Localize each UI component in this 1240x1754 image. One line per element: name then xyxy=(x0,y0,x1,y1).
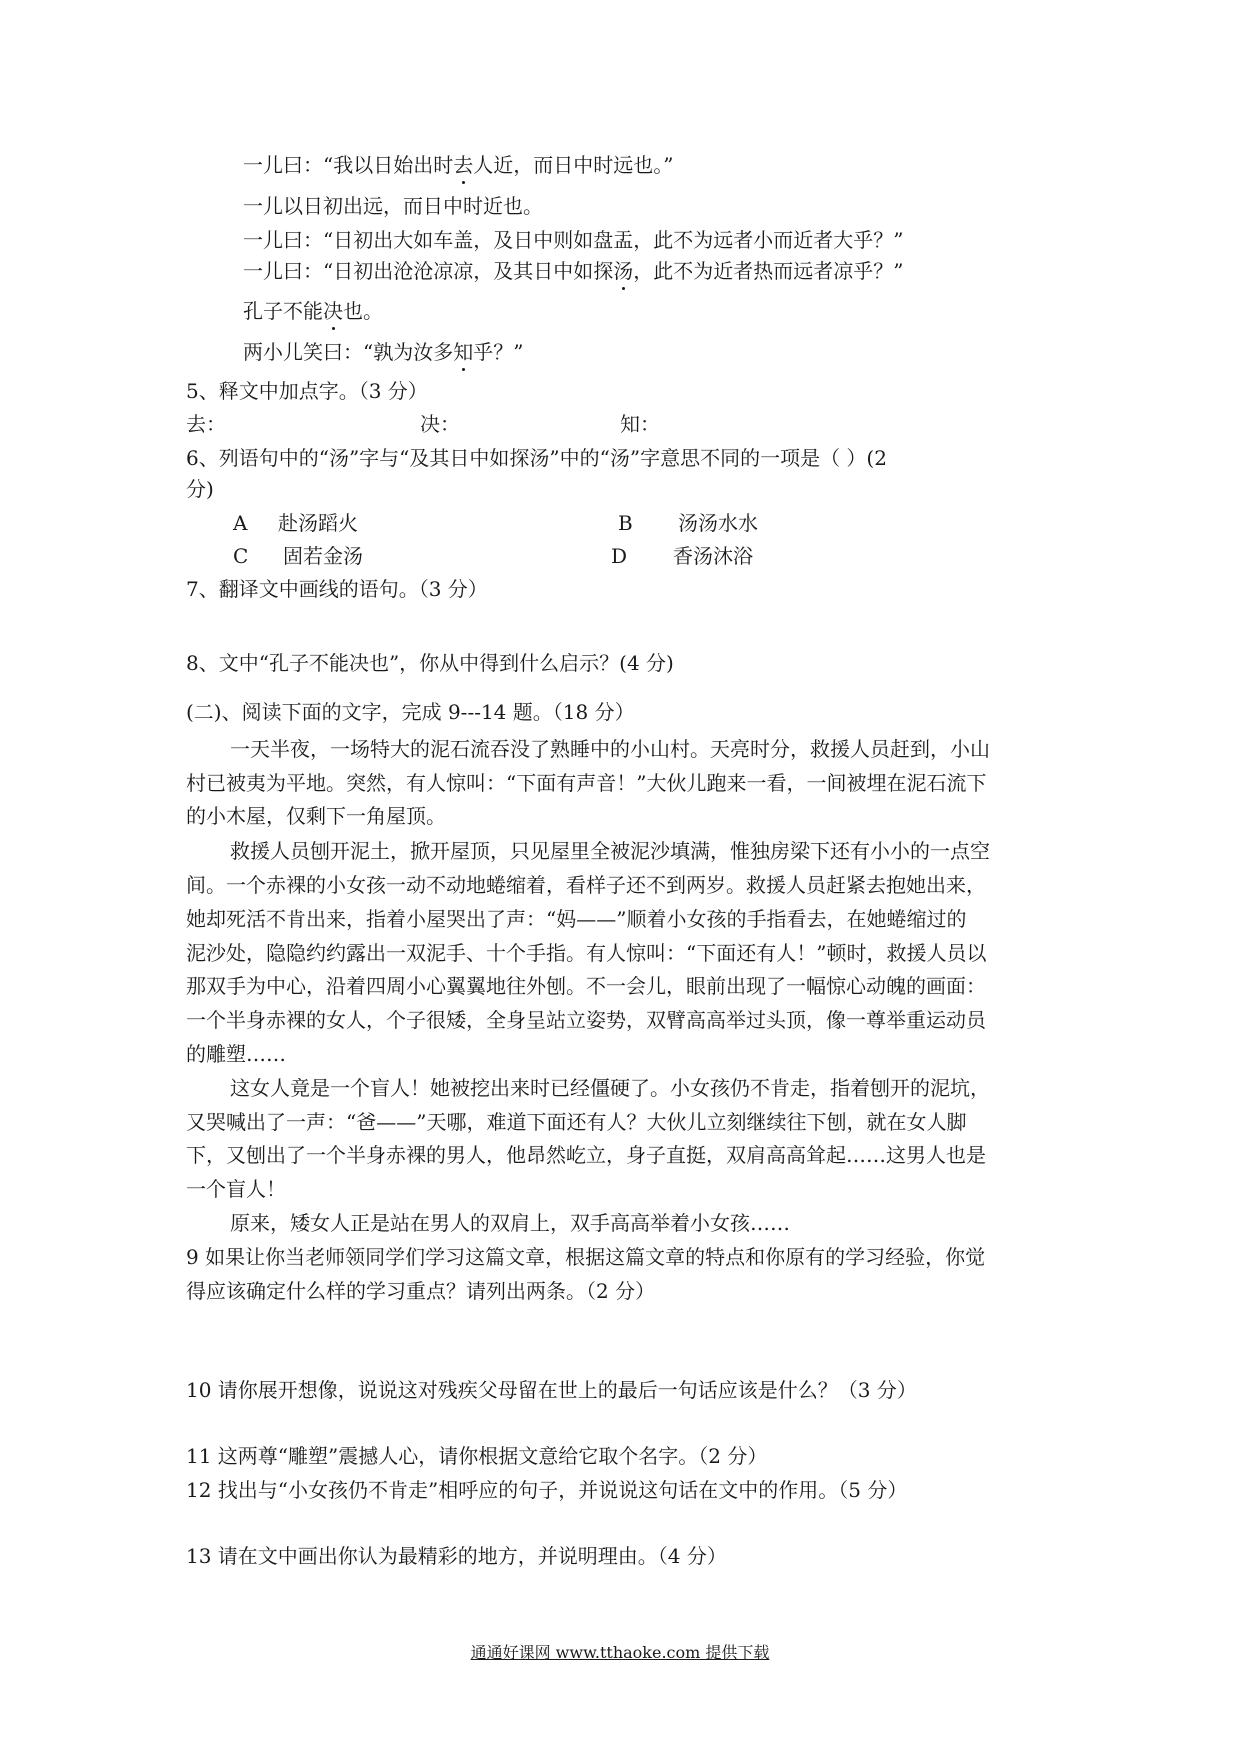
question-6-cont: 分) xyxy=(186,477,214,501)
text-run: 孔子不能 xyxy=(243,299,323,323)
text-run: 一儿曰：“日初出沧沧凉凉，及其日中如探 xyxy=(243,259,614,283)
passage2-line: 间。一个赤裸的小女孩一动不动地蜷缩着，看样子还不到两岁。救援人员赶紧去抱她出来， xyxy=(186,873,986,897)
passage2-line: 这女人竟是一个盲人！她被挖出来时已经僵硬了。小女孩仍不肯走，指着刨开的泥坑， xyxy=(230,1076,990,1100)
passage1-line xyxy=(243,152,673,178)
text-run: 人近，而日中时远也。” xyxy=(473,153,674,177)
option-letter: C xyxy=(233,544,249,568)
question-9-cont: 得应该确定什么样的学习重点？请列出两条。（2 分） xyxy=(186,1279,656,1303)
dotted-char: 决 xyxy=(323,299,343,323)
passage2-line: 泥沙处，隐隐约约露出一双泥手、十个手指。有人惊叫：“下面还有人！”顿时，救援人员以 xyxy=(186,941,987,965)
section-heading: (二)、阅读下面的文字，完成 9---14 题。（18 分） xyxy=(186,700,635,724)
text-run: 两小儿笑曰：“孰为汝多 xyxy=(243,340,454,364)
passage1-line xyxy=(243,339,523,365)
passage2-line: 救援人员刨开泥土，掀开屋顶，只见屋里全被泥沙填满，惟独房梁下还有小小的一点空 xyxy=(230,839,990,863)
passage2-line: 那双手为中心，沿着四周小心翼翼地往外刨。不一会儿，眼前出现了一幅惊心动魄的画面： xyxy=(186,974,986,998)
passage1-line: 一儿曰：“日初出大如车盖，及日中则如盘盂，此不为远者小而近者大乎？” xyxy=(243,228,904,252)
passage2-line: 的小木屋，仅剩下一角屋顶。 xyxy=(186,804,446,828)
question-13: 13 请在文中画出你认为最精彩的地方，并说明理由。（4 分） xyxy=(186,1544,727,1568)
option-letter: B xyxy=(618,511,633,535)
text-run: 乎？” xyxy=(473,340,524,364)
question-11: 11 这两尊“雕塑”震撼人心，请你根据文意给它取个名字。（2 分） xyxy=(186,1444,768,1468)
passage2-line: 下，又刨出了一个半身赤裸的男人，他昂然屹立，身子直挺，双肩高高耸起……这男人也是 xyxy=(186,1143,986,1167)
passage2-line: 的雕塑…… xyxy=(186,1042,286,1066)
passage1-line xyxy=(243,258,903,284)
option-letter: D xyxy=(611,544,628,568)
question-5: 5、释文中加点字。（3 分） xyxy=(186,379,428,403)
blank-label: 知： xyxy=(620,412,660,436)
question-8: 8、文中“孔子不能决也”，你从中得到什么启示？(4 分) xyxy=(186,651,674,675)
passage2-line: 一个盲人！ xyxy=(186,1177,286,1201)
question-12: 12 找出与“小女孩仍不肯走”相呼应的句子，并说说这句话在文中的作用。（5 分） xyxy=(186,1478,908,1502)
passage1-line: 一儿以日初出远，而日中时近也。 xyxy=(243,194,543,218)
question-10: 10 请你展开想像，说说这对残疾父母留在世上的最后一句话应该是什么？（3 分） xyxy=(186,1378,917,1402)
option-text: 香汤沐浴 xyxy=(673,544,753,568)
passage2-line: 村已被夷为平地。突然，有人惊叫：“下面有声音！”大伙儿跑来一看，一间被埋在泥石流下 xyxy=(186,771,987,795)
option-text: 汤汤水水 xyxy=(678,511,758,535)
question-6: 6、列语句中的“汤”字与“及其日中如探汤”中的“汤”字意思不同的一项是（ ）(2 xyxy=(186,446,887,470)
option-text: 赴汤蹈火 xyxy=(278,511,358,535)
dotted-char: 汤 xyxy=(613,259,634,283)
passage2-line: 她却死活不肯出来，指着小屋哭出了声：“妈——”顺着小女孩的手指看去，在她蜷缩过的 xyxy=(186,907,967,931)
passage2-line: 一个半身赤裸的女人，个子很矮，全身呈站立姿势，双臂高高举过头顶，像一尊举重运动员 xyxy=(186,1008,986,1032)
passage2-line: 一天半夜，一场特大的泥石流吞没了熟睡中的小山村。天亮时分，救援人员赶到，小山 xyxy=(230,737,990,761)
option-letter: A xyxy=(233,511,248,535)
passage1-line xyxy=(243,298,383,324)
footer-download-link[interactable]: 通通好课网 www.tthaoke.com 提供下载 xyxy=(470,1643,770,1662)
text-run: ，此不为近者热而远者凉乎？” xyxy=(633,259,904,283)
option-text: 固若金汤 xyxy=(283,544,363,568)
text-run: 一儿曰：“我以日始出时 xyxy=(243,153,454,177)
passage2-line: 又哭喊出了一声：“爸——”天哪，难道下面还有人？大伙儿立刻继续往下刨，就在女人脚 xyxy=(186,1110,967,1134)
blank-label: 决： xyxy=(420,412,460,436)
text-run: 也。 xyxy=(343,299,383,323)
question-7: 7、翻译文中画线的语句。（3 分） xyxy=(186,577,488,601)
blank-label: 去： xyxy=(186,412,226,436)
dotted-char: 去 xyxy=(453,153,474,177)
passage2-line: 原来，矮女人正是站在男人的双肩上，双手高高举着小女孩…… xyxy=(230,1211,790,1235)
question-9: 9 如果让你当老师领同学们学习这篇文章，根据这篇文章的特点和你原有的学习经验，你觉 xyxy=(186,1245,986,1269)
dotted-char: 知 xyxy=(453,340,474,364)
